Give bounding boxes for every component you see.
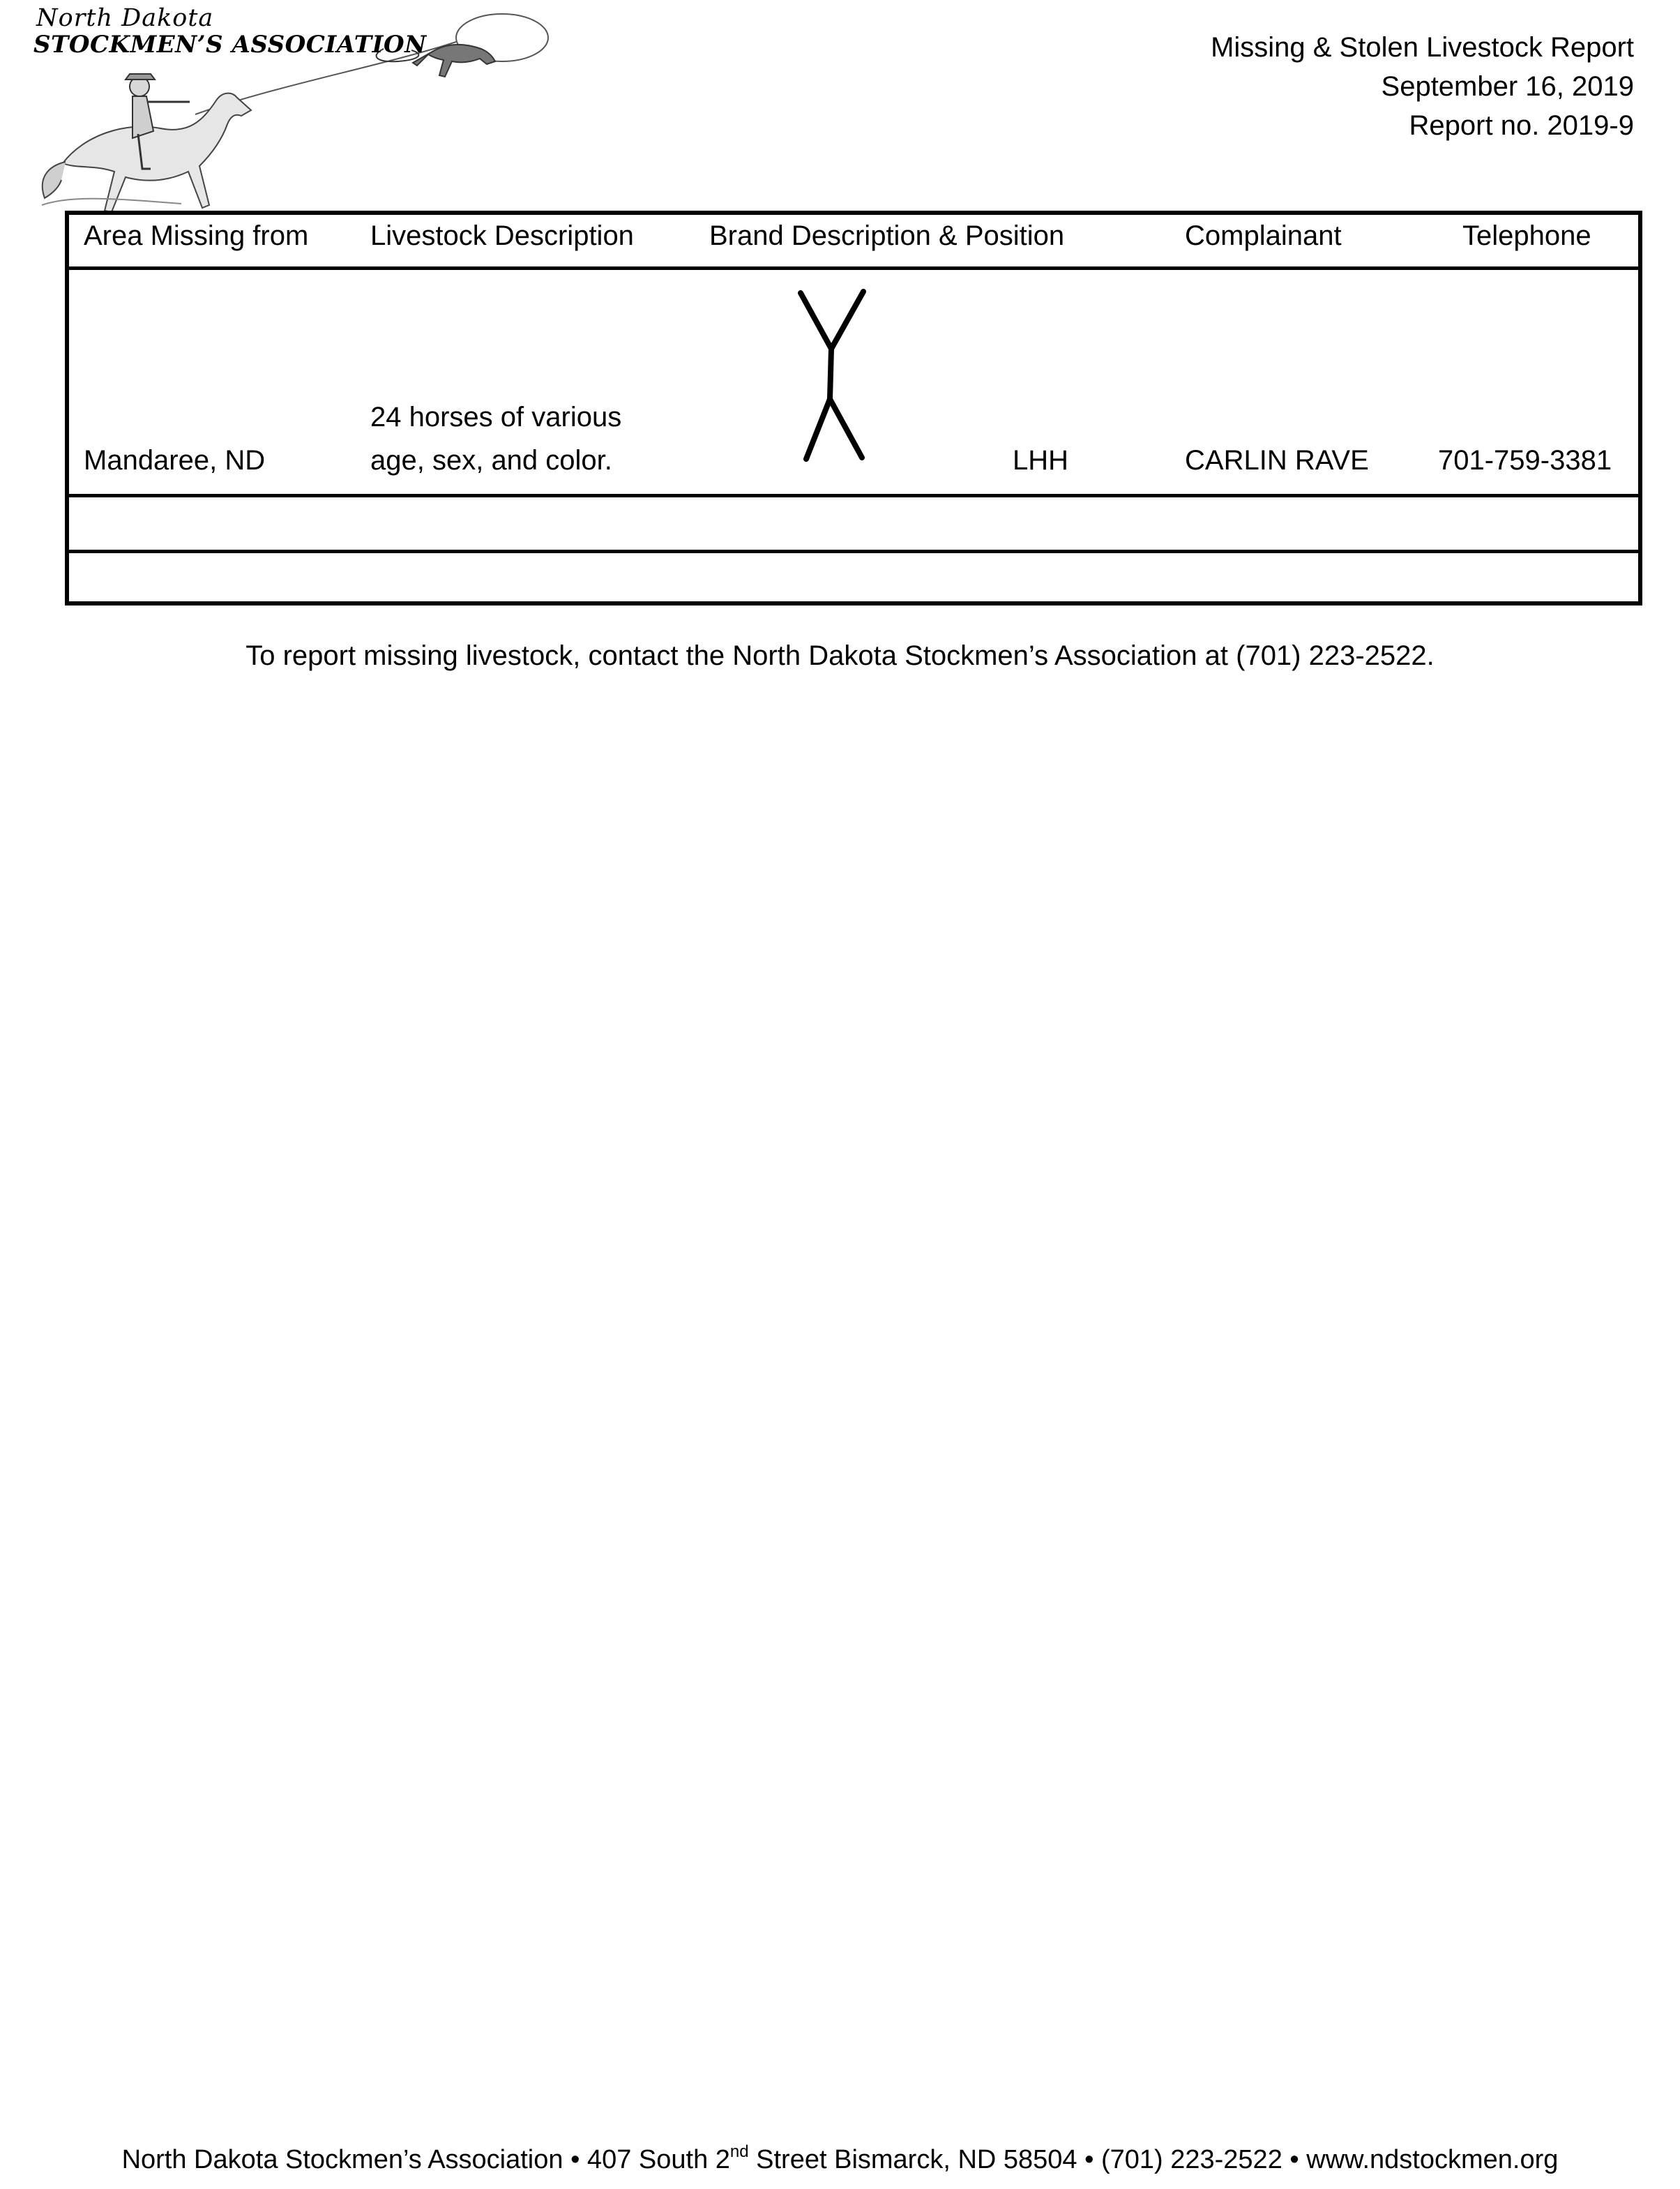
header-telephone: Telephone xyxy=(1462,220,1591,251)
report-heading xyxy=(1211,28,1634,145)
footer-text-rest: Street Bismarck, ND 58504 • (701) 223-2522 • www.ndstockmen.org xyxy=(748,2145,1559,2174)
page-footer xyxy=(0,2142,1680,2175)
footer-text: North Dakota Stockmen’s Association • 407 South 2 xyxy=(121,2145,730,2174)
footer-superscript: nd xyxy=(729,2142,749,2161)
report-number: Report no. 2019-9 xyxy=(1409,110,1634,141)
brand-y-lambda-icon xyxy=(795,287,872,469)
logo-association-name: STOCKMEN’S ASSOCIATION xyxy=(33,31,427,59)
header-area: Area Missing from xyxy=(84,220,309,251)
row-divider xyxy=(69,550,1638,553)
contact-note: To report missing livestock, contact the North Dakota Stockmen’s Association at (701) 223-2522. xyxy=(245,640,1435,671)
report-title: Missing & Stolen Livestock Report xyxy=(1211,32,1634,63)
association-logo xyxy=(21,3,551,212)
cell-area: Mandaree, ND xyxy=(84,445,266,476)
header-divider xyxy=(69,266,1638,270)
cell-telephone: 701-759-3381 xyxy=(1438,445,1612,476)
header-brand-description: Brand Description & Position xyxy=(709,220,1065,251)
row-divider xyxy=(69,494,1638,497)
cell-complainant: CARLIN RAVE xyxy=(1185,445,1369,476)
cell-brand-position: LHH xyxy=(1013,445,1069,476)
logo-state-name: North Dakota xyxy=(36,4,214,32)
header-complainant: Complainant xyxy=(1185,220,1342,251)
header-livestock-description: Livestock Description xyxy=(370,220,634,251)
report-date: September 16, 2019 xyxy=(1381,71,1634,102)
cell-description-line1: 24 horses of various xyxy=(370,402,622,432)
cell-description-line2: age, sex, and color. xyxy=(370,445,612,476)
